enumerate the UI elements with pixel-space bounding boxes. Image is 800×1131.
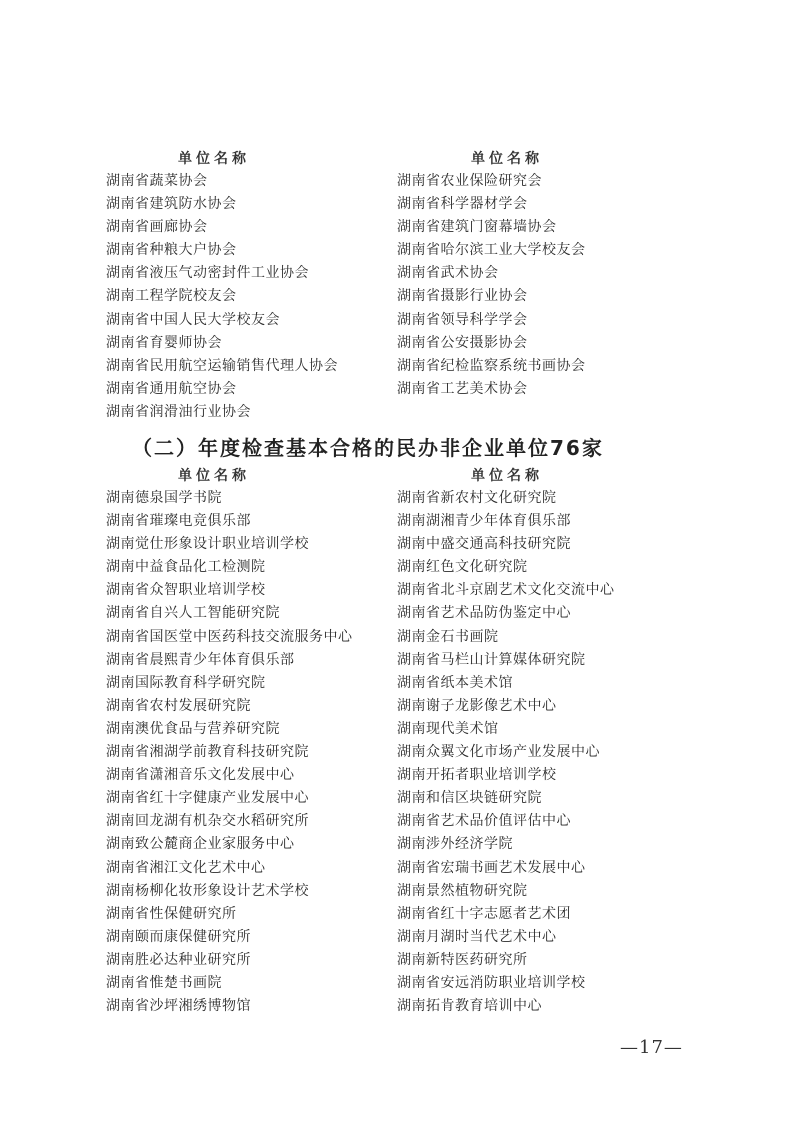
list-item: 湖南致公麓商企业家服务中心 (106, 836, 295, 853)
list-item: 湖南省建筑门窗幕墙协会 (397, 219, 557, 236)
list-item: 湖南省璀璨电竞俱乐部 (106, 513, 251, 530)
list-item: 湖南德泉国学书院 (106, 490, 222, 506)
list-item: 湖南省种粮大户协会 (106, 242, 237, 259)
list-item: 湖南省建筑防水协会 (106, 196, 237, 213)
list-item: 湖南谢子龙影像艺术中心 (397, 697, 557, 714)
page-number: —17— (620, 1037, 683, 1058)
list-item: 湖南省艺术品价值评估中心 (397, 813, 571, 830)
list-item: 湖南省画廊协会 (106, 219, 208, 236)
list-item: 湖南省众智职业培训学校 (106, 582, 266, 599)
column-header: 单位名称 (471, 468, 543, 484)
list-item: 湖南省工艺美术协会 (397, 380, 528, 397)
list-item: 湖南省安远消防职业培训学校 (397, 974, 586, 991)
list-item: 湖南拓肯教育培训中心 (397, 998, 542, 1015)
list-item: 湖南省育婴师协会 (106, 334, 222, 351)
column-header: 单位名称 (178, 468, 250, 484)
list-item: 湖南省中国人民大学校友会 (106, 311, 280, 328)
list-item: 湖南省纪检监察系统书画协会 (397, 357, 586, 374)
list-item: 湖南觉仕形象设计职业培训学校 (106, 536, 309, 553)
section1-left-column (106, 148, 338, 424)
list-item: 湖南新特医药研究所 (397, 951, 528, 968)
section-heading: （二）年度检查基本合格的民办非企业单位76家 (132, 436, 604, 460)
section2-right-list (397, 487, 615, 1018)
list-item: 湖南省领导科学学会 (397, 311, 528, 328)
list-item: 湖南省艺术品防伪鉴定中心 (397, 605, 571, 622)
list-item: 湖南省宏瑞书画艺术发展中心 (397, 859, 586, 876)
section1-right-list (397, 170, 586, 401)
section2-right-column (397, 465, 615, 1018)
list-item: 湖南现代美术馆 (397, 720, 499, 737)
list-item: 湖南省摄影行业协会 (397, 288, 528, 305)
column-header: 单位名称 (471, 151, 543, 167)
list-item: 湖南省红十字志愿者艺术团 (397, 905, 571, 922)
list-item: 湖南和信区块链研究院 (397, 790, 542, 807)
list-item: 湖南中益食品化工检测院 (106, 559, 266, 576)
list-item: 湖南省农村发展研究院 (106, 697, 251, 714)
list-item: 湖南景然植物研究院 (397, 882, 528, 899)
list-item: 湖南省通用航空协会 (106, 380, 237, 397)
list-item: 湖南省哈尔滨工业大学校友会 (397, 242, 586, 259)
list-item: 湖南省农业保险研究会 (397, 173, 542, 189)
list-item: 湖南红色文化研究院 (397, 559, 528, 576)
list-item: 湖南省晨熙青少年体育俱乐部 (106, 651, 295, 668)
list-item: 湖南省沙坪湘绣博物馆 (106, 998, 251, 1015)
list-item: 湖南省潇湘音乐文化发展中心 (106, 767, 295, 784)
list-item: 湖南中盛交通高科技研究院 (397, 536, 571, 553)
list-item: 湖南省性保健研究所 (106, 905, 237, 922)
list-item: 湖南省惟楚书画院 (106, 974, 222, 991)
list-item: 湖南澳优食品与营养研究院 (106, 720, 280, 737)
list-item: 湖南省马栏山计算媒体研究院 (397, 651, 586, 668)
list-item: 湖南涉外经济学院 (397, 836, 513, 853)
list-item: 湖南众翼文化市场产业发展中心 (397, 744, 600, 761)
list-item: 湖南省公安摄影协会 (397, 334, 528, 351)
section2-left-column (106, 465, 353, 1018)
list-item: 湖南月湖时当代艺术中心 (397, 928, 557, 945)
list-item: 湖南省科学器材学会 (397, 196, 528, 213)
list-item: 湖南省湘江文化艺术中心 (106, 859, 266, 876)
list-item: 湖南杨柳化妆形象设计艺术学校 (106, 882, 309, 899)
list-item: 湖南工程学院校友会 (106, 288, 237, 305)
list-item: 湖南胜必达种业研究所 (106, 951, 251, 968)
list-item: 湖南省湘湖学前教育科技研究院 (106, 744, 309, 761)
list-item: 湖南省蔬菜协会 (106, 173, 208, 189)
list-item: 湖南省武术协会 (397, 265, 499, 282)
list-item: 湖南省液压气动密封件工业协会 (106, 265, 309, 282)
list-item: 湖南省北斗京剧艺术文化交流中心 (397, 582, 615, 599)
list-item: 湖南省润滑油行业协会 (106, 403, 251, 420)
list-item: 湖南颐而康保健研究所 (106, 928, 251, 945)
list-item: 湖南省国医堂中医药科技交流服务中心 (106, 628, 353, 645)
list-item: 湖南金石书画院 (397, 628, 499, 645)
list-item: 湖南回龙湖有机杂交水稻研究所 (106, 813, 309, 830)
list-item: 湖南省民用航空运输销售代理人协会 (106, 357, 338, 374)
column-header: 单位名称 (178, 151, 250, 167)
list-item: 湖南国际教育科学研究院 (106, 674, 266, 691)
section1-right-column (397, 148, 586, 401)
list-item: 湖南省纸本美术馆 (397, 674, 513, 691)
section2-left-list (106, 487, 353, 1018)
list-item: 湖南湖湘青少年体育俱乐部 (397, 513, 571, 530)
list-item: 湖南省新农村文化研究院 (397, 490, 557, 506)
list-item: 湖南省自兴人工智能研究院 (106, 605, 280, 622)
list-item: 湖南省红十字健康产业发展中心 (106, 790, 309, 807)
list-item: 湖南开拓者职业培训学校 (397, 767, 557, 784)
section1-left-list (106, 170, 338, 424)
